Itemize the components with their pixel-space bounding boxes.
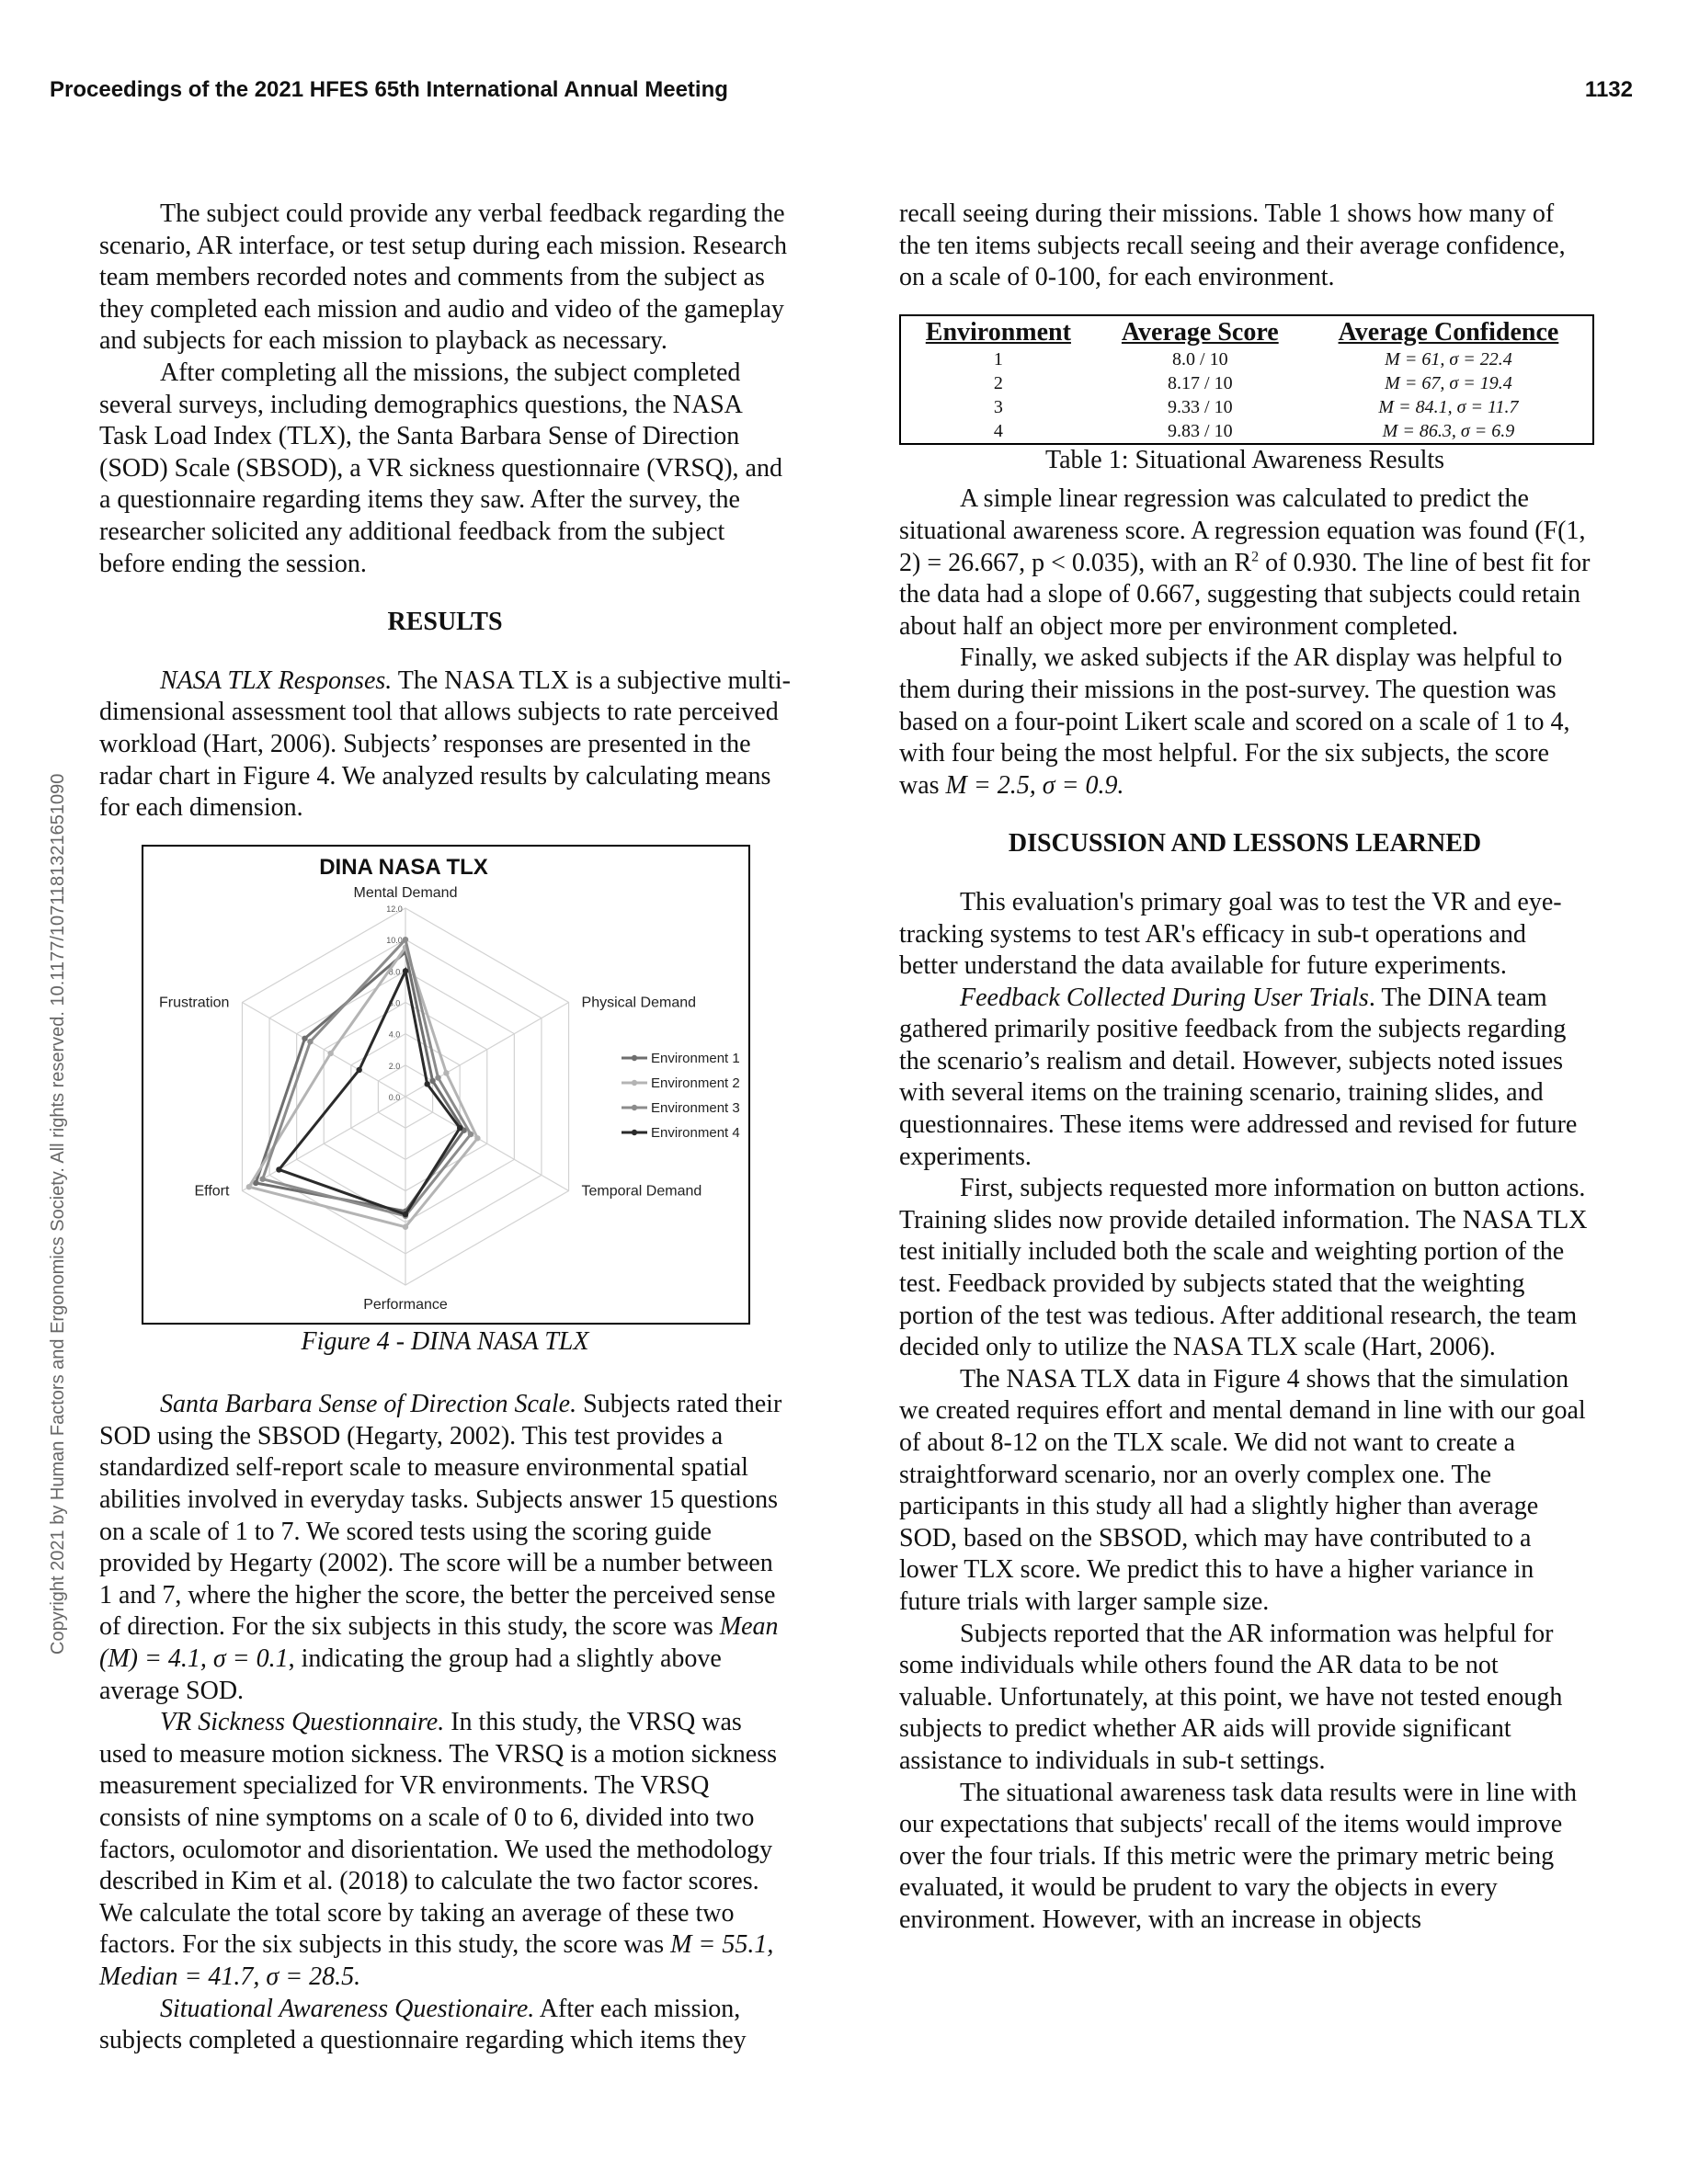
radar-data-point xyxy=(429,1077,435,1083)
radar-tick-label: 4.0 xyxy=(388,1029,401,1040)
table-caption: Table 1: Situational Awareness Results xyxy=(1044,445,1445,474)
nasa-tlx-lead: NASA TLX Responses. xyxy=(160,665,393,695)
likert-text: Finally, we asked subjects if the AR display was helpful to them during their missions in the post-survey. The question was based on a four-point Likert scale and scored on a scale of 1 to 4, with four being the most helpful. For the six subjects, the score was xyxy=(899,643,1570,800)
paragraph-surveys: After completing all the missions, the subject completed several surveys, including demographics questions, the NASA Task Load Index (TLX), the Santa Barbara Sense of Direction (SOD) Scale (SBSOD), a VR sickness questionnaire (VRSQ), and a questionnaire regarding items they saw. After the survey, the researcher solicited any additional feedback from the subject before ending the session. xyxy=(99,358,782,578)
radar-axis-label: Physical Demand xyxy=(581,995,697,1011)
table-cell-environment: 3 xyxy=(993,396,1003,417)
paragraph-sbsod xyxy=(99,1389,791,1707)
radar-tick-label: 2.0 xyxy=(388,1061,401,1071)
legend-label: Environment 4 xyxy=(651,1124,740,1141)
radar-series xyxy=(246,937,481,1230)
radar-axis-labels xyxy=(159,885,701,1313)
table-cell-score: 9.33 / 10 xyxy=(1168,396,1233,417)
right-column xyxy=(899,199,1591,1937)
radar-tick-label: 8.0 xyxy=(388,967,401,977)
radar-data-point xyxy=(403,937,408,942)
radar-data-point xyxy=(259,1176,265,1181)
radar-tick-label: 12.0 xyxy=(386,904,403,914)
paragraph-likert xyxy=(899,643,1591,802)
radar-data-point xyxy=(246,1184,252,1189)
table-cell-confidence: M = 67, σ = 19.4 xyxy=(1385,372,1512,393)
table-header-row xyxy=(900,315,1593,347)
radar-data-point xyxy=(327,1051,333,1056)
page-number: 1132 xyxy=(1584,77,1633,102)
paragraph-feedback-trials xyxy=(899,983,1591,1174)
legend-marker xyxy=(632,1079,637,1085)
paragraph-regression xyxy=(899,483,1591,643)
table-cell-environment: 2 xyxy=(993,372,1003,393)
paragraph-tlx-discussion: The NASA TLX data in Figure 4 shows that the simulation we created requires effort and mental demand in line with our goal of about 8-12 on the TLX scale. We did not want to create a straightforward scenario, nor an overly complex one. The participants in this study all had a slightly higher than average SOD, based on the SBSOD, which may have contributed to a lower TLX score. We predict this to have a higher variance in future trials with larger sample size. xyxy=(899,1364,1586,1616)
radar-tick-label: 0.0 xyxy=(388,1092,401,1102)
radar-axis-label: Effort xyxy=(194,1183,230,1200)
table-cell-confidence: M = 61, σ = 22.4 xyxy=(1385,348,1512,370)
table-row xyxy=(900,347,1593,371)
saq-text: After each mission, subjects completed a questionnaire regarding which items they xyxy=(99,1994,747,2055)
vrsq-text: In this study, the VRSQ was used to measure motion sickness. The VRSQ is a motion sickness measurement specialized for VR environments. The VRSQ consists of nine symptoms on a scale of 0 to 6, divided into two factors, oculomotor and disorientation. We used the methodology described in Kim et al. (2018) to calculate the two factor scores. We calculate the total score by taking an average of these two factors. For the six subjects in this study, the score was xyxy=(99,1708,778,1960)
radar-chart-svg xyxy=(143,847,748,1323)
paragraph-sa-results: The situational awareness task data results were in line with our expectations that subjects' recall of the items would improve over the four trials. If this metric were the primary metric being evaluated, it would be prudent to vary the objects in every environment. However, with an increase in objects xyxy=(899,1778,1578,1934)
legend-marker xyxy=(632,1054,637,1060)
results-heading: RESULTS xyxy=(387,608,503,637)
table-header-average-confidence: Average Confidence xyxy=(1338,317,1559,347)
radar-data-point xyxy=(435,1075,440,1080)
regression-text-a: A simple linear regression was calculated to predict the situational awareness score. A regression equation was found (F(1, 2) = 26.667, p < 0.035), with an R xyxy=(899,484,1586,577)
radar-data-point xyxy=(424,1081,429,1086)
legend-label: Environment 1 xyxy=(651,1050,740,1066)
legend-label: Environment 3 xyxy=(651,1099,740,1116)
chart-title: DINA NASA TLX xyxy=(319,854,488,880)
paragraph-feedback: The subject could provide any verbal feedback regarding the scenario, AR interface, or test setup during each mission. Research team members recorded notes and comments from the subject as they completed each mission and audio and video of the gameplay and subjects for each mission to playback as necessary. xyxy=(99,199,787,356)
radar-tick-labels xyxy=(386,904,403,1102)
paragraph-nasa-tlx xyxy=(99,665,791,825)
feedback-text: . The DINA team gathered primarily positive feedback from the subjects regarding the scenario’s realism and detail. However, subjects noted issues with several items on the training scenario, training slides, and questionnaires. These items were addressed and revised for future experiments. xyxy=(899,983,1578,1171)
vrsq-lead: VR Sickness Questionnaire. xyxy=(160,1708,445,1737)
legend-marker xyxy=(632,1129,637,1134)
table-cell-environment: 4 xyxy=(993,420,1003,441)
radar-data-point xyxy=(403,1211,408,1217)
radar-data-point xyxy=(443,1070,449,1075)
chart-legend xyxy=(622,1051,740,1141)
table-cell-score: 8.17 / 10 xyxy=(1168,372,1233,393)
legend-label: Environment 2 xyxy=(651,1075,740,1091)
table-row xyxy=(900,371,1593,395)
paragraph-ar-helpful: Subjects reported that the AR information was helpful for some individuals while others found the AR data to be not valuable. Unfortunately, at this point, we have not tested enough subjects to predict whether AR aids will provide significant assistance to individuals in sub-t settings. xyxy=(899,1619,1563,1775)
paragraph-button-actions: First, subjects requested more information on button actions. Training slides now provide detailed information. The NASA TLX test initially included both the scale and weighting portion of the test. Feedback provided by subjects stated that the weighting portion of the test was tedious. After additional research, the team decided only to utilize the NASA TLX scale (Hart, 2006). xyxy=(899,1174,1588,1362)
radar-data-point xyxy=(356,1066,361,1072)
radar-data-point xyxy=(474,1135,480,1141)
feedback-lead: Feedback Collected During User Trials xyxy=(960,983,1369,1012)
radar-data-point xyxy=(403,968,408,973)
table-cell-confidence: M = 84.1, σ = 11.7 xyxy=(1378,396,1519,417)
likert-stat: M = 2.5, σ = 0.9. xyxy=(945,770,1124,800)
nasa-tlx-text: The NASA TLX is a subjective multi-dimensional assessment tool that allows subjects to rate perceived workload (Hart, 2006). Subjects’ responses are presented in the radar chart in Figure 4. We analyzed results by calculating means for each dimension. xyxy=(99,665,791,823)
radar-data-point xyxy=(302,1035,307,1041)
vrsq-stat: M = 55.1, Median = 41.7, σ = 28.5. xyxy=(99,1930,774,1991)
radar-tick-label: 10.0 xyxy=(386,935,403,945)
table-header-average-score: Average Score xyxy=(1121,317,1279,347)
figure-4-radar-chart xyxy=(142,845,750,1325)
radar-data-point xyxy=(276,1166,281,1172)
running-header-title: Proceedings of the 2021 HFES 65th International Annual Meeting xyxy=(50,77,728,102)
paragraph-saq xyxy=(99,1994,791,2057)
table-row xyxy=(900,395,1593,419)
discussion-heading: DISCUSSION AND LESSONS LEARNED xyxy=(1008,829,1482,859)
radar-tick-label: 6.0 xyxy=(388,998,401,1008)
sbsod-tail: , indicating the group had a slightly above average SOD. xyxy=(99,1644,722,1705)
radar-axis-label: Mental Demand xyxy=(353,884,458,901)
table-cell-environment: 1 xyxy=(993,348,1003,370)
paragraph-goal: This evaluation's primary goal was to test the VR and eye-tracking systems to test AR's efficacy in sub-t operations and better understand the data available for future experiments. xyxy=(899,887,1562,981)
radar-axis-label: Frustration xyxy=(158,995,230,1011)
radar-data-point xyxy=(457,1125,462,1131)
table-cell-score: 8.0 / 10 xyxy=(1172,348,1228,370)
figure-caption: Figure 4 - DINA NASA TLX xyxy=(301,1326,589,1356)
r-squared-superscript: 2 xyxy=(1251,549,1260,565)
sbsod-text: Subjects rated their SOD using the SBSOD (Hegarty, 2002). This test provides a standardized self-report scale to measure environmental spatial abilities involved in everyday tasks. Subjects answer 15 questions on a scale of 1 to 7. We scored tests using the scoring guide provided by Hegarty (2002). The score will be a number between 1 and 7, where the higher the score, the better the perceived sense of direction. For the six subjects in this study, the score was xyxy=(99,1390,782,1642)
paragraph-recall: recall seeing during their missions. Table 1 shows how many of the ten items subjects recall seeing and their average confidence, on a scale of 0-100, for each environment. xyxy=(899,199,1566,292)
regression-text-b: of 0.930. The line of best fit for the data had a slope of 0.667, suggesting that subjects could retain about half an object more per environment completed. xyxy=(899,548,1591,641)
paragraph-vrsq xyxy=(99,1707,791,1993)
saq-lead: Situational Awareness Questionaire. xyxy=(160,1994,535,2023)
table-cell-confidence: M = 86.3, σ = 6.9 xyxy=(1382,420,1515,441)
table-row xyxy=(900,419,1593,444)
radar-axis-label: Temporal Demand xyxy=(581,1183,702,1200)
radar-data-point xyxy=(307,1039,313,1044)
sbsod-lead: Santa Barbara Sense of Direction Scale. xyxy=(160,1390,577,1419)
radar-data-point xyxy=(468,1131,473,1136)
radar-data-point xyxy=(403,1223,408,1229)
table-1-situational-awareness xyxy=(899,314,1594,445)
radar-axis-label: Performance xyxy=(363,1296,448,1313)
legend-marker xyxy=(632,1104,637,1109)
copyright-sidebar: Copyright 2021 by Human Factors and Ergonomics Society. All rights reserved. 10.1177/1071181321651090 xyxy=(48,773,68,1655)
table-header-environment: Environment xyxy=(925,317,1071,347)
left-column xyxy=(99,199,791,2057)
sbsod-stat: Mean (M) = 4.1, σ = 0.1 xyxy=(99,1612,779,1674)
table-cell-score: 9.83 / 10 xyxy=(1168,420,1233,441)
